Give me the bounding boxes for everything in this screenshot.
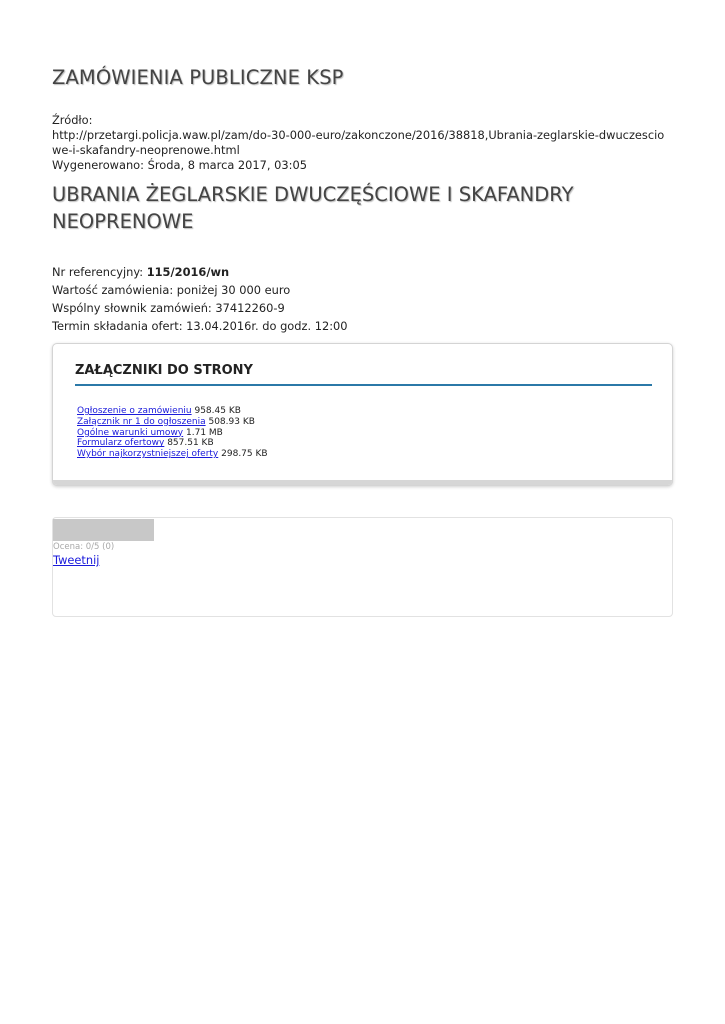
site-title: ZAMÓWIENIA PUBLICZNE KSP <box>52 66 344 89</box>
attachments-list <box>77 406 268 460</box>
attachment-item <box>77 438 268 449</box>
attachment-size: 298.75 KB <box>221 449 268 460</box>
source-url: http://przetargi.policja.waw.pl/zam/do-30-000-euro/zakonczone/2016/38818,Ubrania-zeglarskie-dwuczesciowe-i-skafandry-neoprenowe.html <box>52 128 665 157</box>
attachment-item <box>77 428 268 439</box>
order-details <box>52 263 348 335</box>
reference-label: Nr referencyjny: <box>52 265 147 279</box>
attachment-link[interactable]: Załącznik nr 1 do ogłoszenia <box>77 416 206 427</box>
attachment-size: 857.51 KB <box>167 438 214 449</box>
reference-value: 115/2016/wn <box>146 265 230 279</box>
attachments-heading: ZAŁĄCZNIKI DO STRONY <box>75 363 652 386</box>
attachment-item <box>77 449 268 460</box>
attachment-size: 958.45 KB <box>194 406 241 416</box>
rating-panel <box>52 517 673 617</box>
attachment-item <box>77 417 268 428</box>
attachment-link[interactable]: Wybór najkorzystniejszej oferty <box>77 449 219 460</box>
attachments-panel <box>52 343 673 486</box>
attachment-size: 508.93 KB <box>208 416 255 427</box>
tweet-link[interactable]: Tweetnij <box>53 553 100 567</box>
source-label: Źródło: <box>52 113 93 127</box>
rating-text: Ocena: 0/5 (0) <box>53 542 115 552</box>
attachment-item <box>77 406 268 417</box>
generated-date: Wygenerowano: Środa, 8 marca 2017, 03:05 <box>52 158 307 172</box>
attachment-size: 1.71 MB <box>186 427 223 438</box>
attachment-link[interactable]: Formularz ofertowy <box>77 438 165 449</box>
source-meta <box>52 113 673 173</box>
attachment-link[interactable]: Ogólne warunki umowy <box>77 427 184 438</box>
rating-stars-bar[interactable] <box>53 519 154 541</box>
attachment-link[interactable]: Ogłoszenie o zamówieniu <box>77 406 192 416</box>
cpv-code: Wspólny słownik zamówień: 37412260-9 <box>52 301 285 315</box>
order-value: Wartość zamówienia: poniżej 30 000 euro <box>52 283 291 297</box>
reference-number <box>52 263 348 281</box>
panel-bottom-bar <box>53 480 672 485</box>
submission-deadline: Termin składania ofert: 13.04.2016r. do godz. 12:00 <box>52 319 348 333</box>
document-title: UBRANIA ŻEGLARSKIE DWUCZĘŚCIOWE I SKAFANDRY NEOPRENOWE <box>52 183 574 233</box>
